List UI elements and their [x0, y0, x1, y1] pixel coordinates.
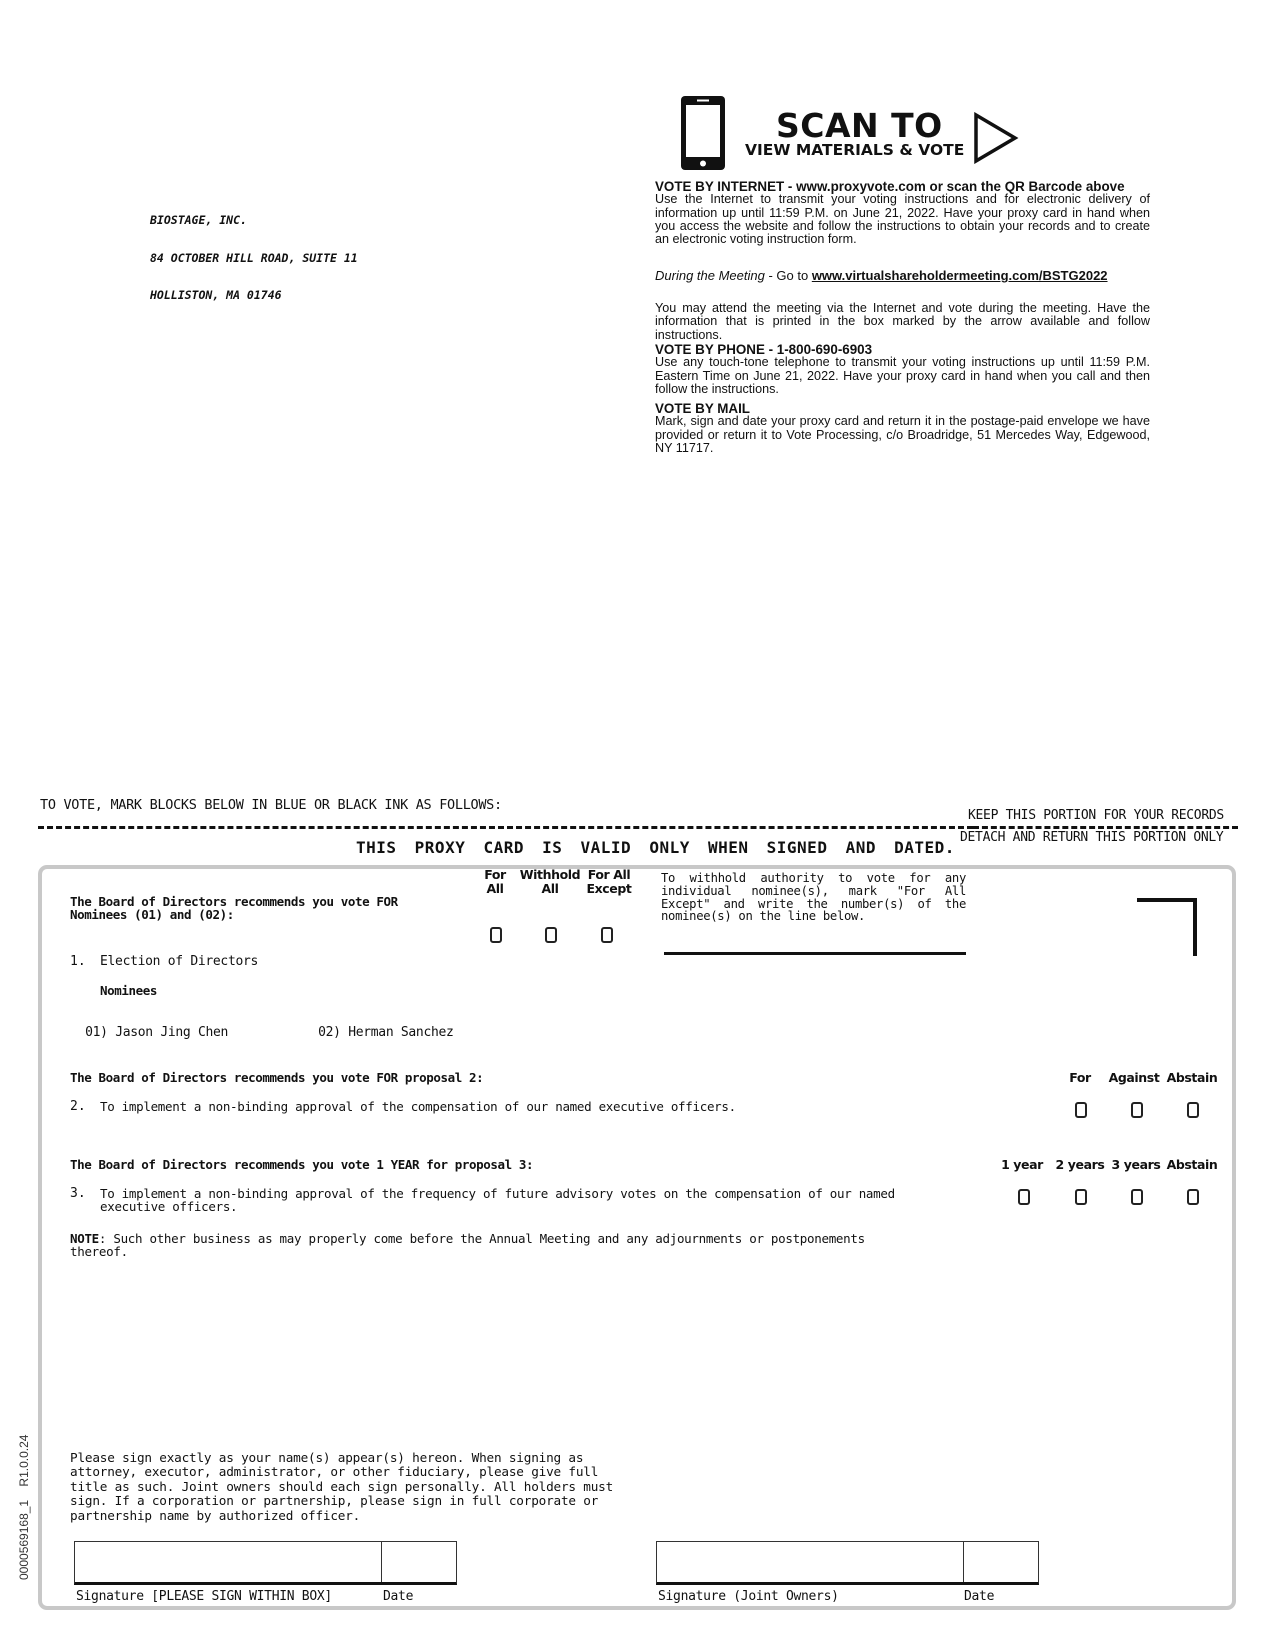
note [70, 1232, 865, 1258]
checkbox-p3-1-year[interactable] [1018, 1189, 1030, 1205]
checkbox-p2-against[interactable] [1131, 1102, 1143, 1118]
meeting-link-line [655, 269, 1150, 282]
signature-primary-label: Signature [PLEASE SIGN WITHIN BOX] [76, 1589, 332, 1604]
vote-by-phone-section [655, 343, 1150, 396]
col-withhold-all: Withhold All [519, 867, 581, 896]
signature-joint-label: Signature (Joint Owners) [658, 1589, 839, 1604]
col-abstain: Abstain [1166, 1070, 1218, 1085]
nominee-02-name: Herman Sanchez [348, 1025, 454, 1040]
signing-instructions: Please sign exactly as your name(s) appear(s) hereon. When signing as attorney, executor, administrator, or other fiduciary, please give full title as such. Joint owners should each sign personally. All holders must sign. If a corporation or partnership, please sign in full corporate or partnership name by authorized officer. [70, 1450, 614, 1523]
vote-phone-body: Use any touch-tone telephone to transmit your voting instructions up until 11:59 P.M. Eastern Time on June 21, 2022. Have your proxy card in hand when you call and then follow the instructions. [655, 355, 1150, 396]
tear-line-right [973, 826, 1238, 829]
scan-title: SCAN TO [776, 106, 943, 145]
vote-mail-heading: VOTE BY MAIL [655, 401, 750, 416]
vote-by-mail-section [655, 402, 1150, 455]
checkbox-for-all-except[interactable] [601, 927, 613, 943]
checkbox-p2-abstain[interactable] [1187, 1102, 1199, 1118]
nominee-01 [70, 1013, 228, 1039]
signature-primary-date-label: Date [383, 1589, 414, 1604]
tear-line [38, 826, 973, 829]
col-for-all: For All [484, 867, 506, 896]
col-3-years: 3 years [1111, 1157, 1161, 1172]
virtual-meeting-link[interactable]: www.virtualshareholdermeeting.com/BSTG2022 [811, 268, 1108, 283]
keep-portion-label: KEEP THIS PORTION FOR YOUR RECORDS [968, 808, 1224, 823]
nominee-01-name: Jason Jing Chen [115, 1025, 229, 1040]
proposal1-recommendation: The Board of Directors recommends you vote FOR Nominees (01) and (02): [70, 894, 398, 922]
address-street: 84 OCTOBER HILL ROAD, SUITE 11 [150, 250, 358, 265]
detach-portion-label: DETACH AND RETURN THIS PORTION ONLY [960, 830, 1224, 845]
col-2-years: 2 years [1055, 1157, 1105, 1172]
meeting-go-to: - Go to [764, 268, 812, 283]
nominee-exception-line[interactable] [664, 952, 966, 955]
vote-internet-body: Use the Internet to transmit your voting instructions and for electronic delivery of information up until 11:59 P.M. on June 21, 2022. Have your proxy card in hand when you access the website and follow the instructions to obtain your records and to create an electronic voting instruction form. [655, 192, 1150, 247]
meeting-body: You may attend the meeting via the Internet and vote during the meeting. Have the information that is printed in the box marked by the arrow available and follow instructions. [655, 301, 1150, 342]
vote-internet-heading: VOTE BY INTERNET - www.proxyvote.com or scan the QR Barcode above [655, 179, 1125, 194]
proposal2-text: To implement a non-binding approval of the compensation of our named executive officers. [100, 1099, 736, 1114]
meeting-body-section [655, 302, 1150, 342]
note-text: : Such other business as may properly come before the Annual Meeting and any adjournments or postponements thereof. [70, 1231, 865, 1259]
col-against: Against [1108, 1070, 1160, 1085]
nominee-02 [303, 1013, 454, 1039]
nominees-label: Nominees [100, 983, 158, 998]
checkbox-p2-for[interactable] [1075, 1102, 1087, 1118]
nominee-01-id: 01) [85, 1025, 108, 1040]
vote-by-internet-section [655, 180, 1150, 246]
company-name: BIOSTAGE, INC. [150, 213, 247, 227]
checkbox-for-all[interactable] [490, 927, 502, 943]
proposal2-recommendation: The Board of Directors recommends you vote FOR proposal 2: [70, 1070, 484, 1085]
col-for-all-except: For All Except [586, 867, 632, 896]
withhold-instructions: To withhold authority to vote for any individual nominee(s), mark "For All Except" and write the number(s) of the nominee(s) on the line below. [661, 871, 966, 924]
signature-box-joint[interactable] [656, 1541, 1039, 1585]
proposal1-title: Election of Directors [100, 954, 259, 969]
proposal3-number: 3. [70, 1186, 86, 1201]
note-label: NOTE [70, 1231, 99, 1246]
signature-joint-date-divider [963, 1542, 964, 1582]
col-1-year: 1 year [1001, 1157, 1043, 1172]
arrow-box-corner [1137, 898, 1197, 956]
proposal2-number: 2. [70, 1099, 86, 1114]
meeting-label: During the Meeting [655, 268, 765, 283]
smartphone-icon [680, 95, 726, 171]
proposal1-number: 1. [70, 954, 86, 969]
address-city: HOLLISTON, MA 01746 [150, 288, 282, 302]
checkbox-p3-2-years[interactable] [1075, 1189, 1087, 1205]
proposal3-recommendation: The Board of Directors recommends you vote 1 YEAR for proposal 3: [70, 1157, 534, 1172]
checkbox-withhold-all[interactable] [545, 927, 557, 943]
company-address [150, 189, 358, 314]
scan-subtitle: VIEW MATERIALS & VOTE [745, 141, 965, 159]
signature-date-divider [381, 1542, 382, 1582]
col-abstain-p3: Abstain [1166, 1157, 1218, 1172]
nominee-02-id: 02) [318, 1025, 341, 1040]
vote-phone-heading: VOTE BY PHONE - 1-800-690-6903 [655, 342, 873, 357]
valid-notice: THIS PROXY CARD IS VALID ONLY WHEN SIGNED AND DATED. [356, 838, 955, 857]
vote-mail-body: Mark, sign and date your proxy card and return it in the postage-paid envelope we have provided or return it to Vote Processing, c/o Broadridge, 51 Mercedes Way, Edgewood, NY 11717. [655, 414, 1150, 455]
play-arrow-icon [973, 112, 1019, 164]
proposal3-text: To implement a non-binding approval of the frequency of future advisory votes on the compensation of our named executive officers. [100, 1186, 895, 1214]
signature-joint-date-label: Date [964, 1589, 995, 1604]
form-code: 0000569168_1 R1.0.0.24 [17, 1434, 31, 1580]
to-vote-instruction: TO VOTE, MARK BLOCKS BELOW IN BLUE OR BLACK INK AS FOLLOWS: [40, 797, 502, 813]
col-for: For [1069, 1070, 1091, 1085]
checkbox-p3-abstain[interactable] [1187, 1189, 1199, 1205]
checkbox-p3-3-years[interactable] [1131, 1189, 1143, 1205]
signature-box-primary[interactable] [74, 1541, 457, 1585]
